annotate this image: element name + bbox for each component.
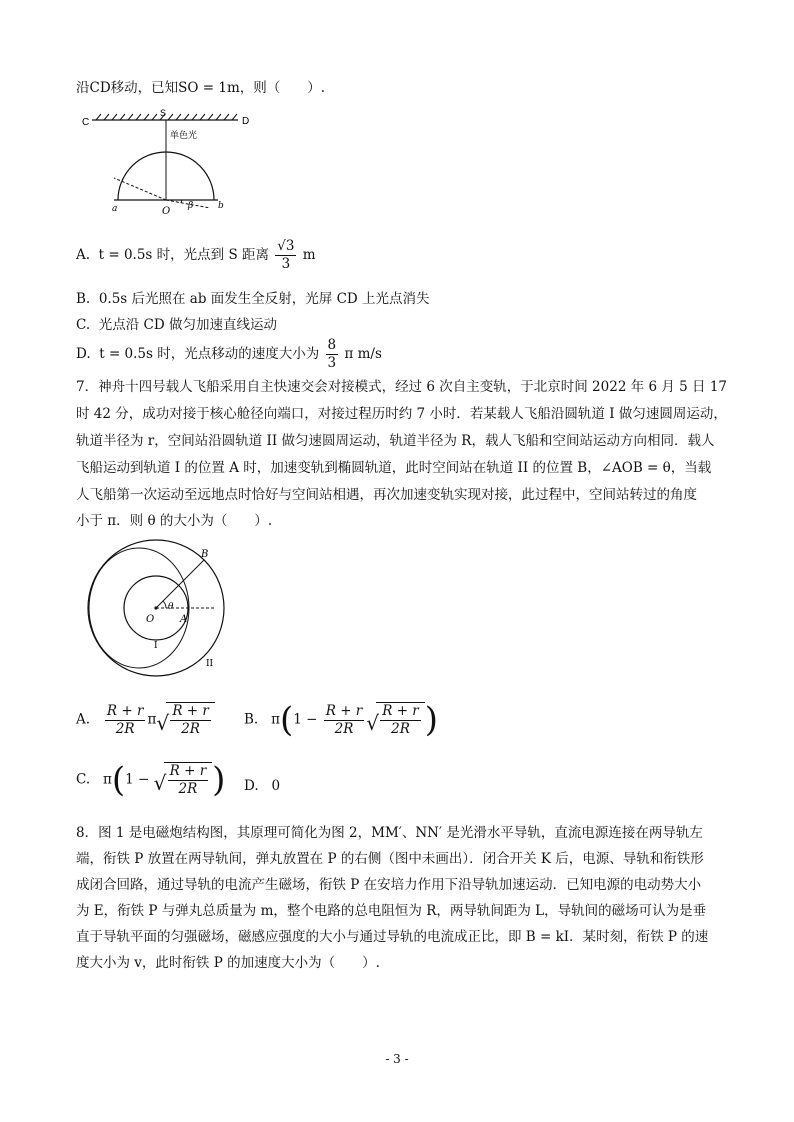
q6-option-a-label: A. (76, 247, 91, 263)
q7-option-b-label: B. (244, 711, 259, 728)
q6-option-a-num: √3 (277, 238, 295, 254)
q7-line: 小于 π．则 θ 的大小为（ ）. (76, 513, 273, 529)
q6-option-d-pre: t = 0.5s 时，光点移动的速度大小为 (99, 346, 320, 362)
q7-option-a-pi: π (147, 711, 157, 728)
q6-option-d-unit: π m/s (344, 346, 382, 362)
q8-line: 度大小为 v，此时衔铁 P 的加速度大小为（ ）. (76, 955, 380, 971)
q7-option-c-sqrt: √ $\frac{R + r}{2R}$ (154, 762, 213, 798)
q7-option-c-pi: π (103, 771, 112, 788)
q7-line: 飞船运动到轨道 I 的位置 A 时，加速变轨到椭圆轨道，此时空间站在轨道 II 的位置 B，∠AOB = θ，当载 (76, 460, 712, 476)
q6-option-d-label: D. (76, 346, 91, 362)
q6-option-d[interactable] (76, 337, 382, 372)
q7-option-a-root-num: R + r (172, 703, 209, 719)
q6-option-a-unit: m (302, 247, 316, 263)
q7-option-b-one: 1 − (293, 711, 318, 728)
q6-option-a[interactable] (76, 238, 316, 273)
q7-option-a-root-den: 2R (181, 721, 200, 737)
q6-option-c-text: 光点沿 CD 做匀加速直线运动 (98, 317, 277, 333)
q6-label-s: S (160, 108, 167, 118)
q8-line: 为 E，衔铁 P 与弹丸总质量为 m，整个电路的总电阻恒为 R，两导轨间距为 L，导轨间的磁场可认为是垂 (76, 903, 707, 919)
q7-label-o: O (146, 614, 155, 625)
q7-option-a-den: 2R (115, 720, 135, 737)
q6-label-o: O (162, 206, 171, 217)
q7-option-d-text: 0 (271, 778, 281, 794)
q7-option-b-root-den: 2R (391, 721, 410, 737)
q7-line: 人飞船第一次运动至远地点时恰好与空间站相遇，再次加速变轨实现对接，此过程中，空间站转过的角度 (76, 487, 697, 503)
q7-option-a-num: R + r (106, 702, 144, 719)
q7-option-b-pi: π (271, 711, 280, 728)
q7-option-c-label: C. (76, 771, 91, 788)
q6-label-a: a (112, 204, 118, 214)
q6-option-b-label: B. (76, 291, 91, 307)
q7-label-a: A (180, 614, 188, 625)
q8-line: 端，衔铁 P 放置在两导轨间，弹丸放置在 P 的右侧（图中未画出）．闭合开关 K 后，电源、导轨和衔铁形 (76, 851, 704, 867)
q7-option-c-num: R + r (169, 763, 207, 779)
q8-line: 成闭合回路，通过导轨的电流产生磁场，衔铁 P 在安培力作用下沿导轨加速运动．已知电源的电动势大小 (76, 877, 702, 893)
q8-line: 直于导轨平面的匀强磁场，磁感应强度的大小与通过导轨的电流成正比，即 B = kI．某时刻，衔铁 P 的速 (76, 929, 709, 945)
q6-option-a-den: 3 (281, 256, 291, 272)
q6-option-d-fraction (326, 337, 339, 372)
q7-option-a-sqrt: √ $\frac{R + r}{2R}$ (156, 702, 215, 738)
q7-label-orbit-ii: II (206, 659, 214, 669)
q6-option-c-label: C. (76, 317, 91, 333)
q8-line: 8．图 1 是电磁炮结构图，其原理可简化为图 2，MM′、NN′ 是光滑水平导轨，直流电源连接在两导轨左 (76, 825, 703, 841)
q7-line: 时 42 分，成功对接于核心舱径向端口，对接过程历时约 7 小时．若某载人飞船沿圆轨道 I 做匀速圆周运动， (76, 406, 727, 422)
q7-label-theta: θ (168, 602, 174, 612)
q7-option-b-num: R + r (325, 702, 363, 719)
q6-label-c: C (82, 117, 90, 128)
q6-option-a-fraction (275, 238, 296, 273)
q7-figure (76, 538, 256, 678)
q6-option-d-num: 8 (327, 337, 337, 353)
q6-option-a-pre: t = 0.5s 时，光点到 S 距离 (98, 247, 269, 263)
q7-option-a-fraction (105, 703, 146, 738)
page-number: - 3 - (385, 1052, 409, 1066)
q6-intro: 沿CD移动，已知SO = 1m，则（ ）. (76, 80, 326, 96)
q6-figure (78, 108, 258, 218)
q7-option-c-one: 1 − (125, 771, 150, 788)
q6-label-beta: β (188, 201, 194, 211)
q7-option-b-sqrt: √ $\frac{R + r}{2R}$ (366, 702, 425, 738)
q6-option-b-text: 0.5s 后光照在 ab 面发生全反射，光屏 CD 上光点消失 (98, 291, 430, 307)
q7-line: 7．神舟十四号载人飞船采用自主快速交会对接模式，经过 6 次自主变轨，于北京时间 2022 年 6 月 5 日 17 (76, 379, 728, 395)
q6-option-c[interactable] (76, 315, 277, 335)
q6-label-b: b (218, 201, 224, 211)
q7-option-d-label: D. (244, 778, 259, 794)
q7-option-b-den: 2R (334, 720, 354, 737)
q7-line: 轨道半径为 r，空间站沿圆轨道 II 做匀速圆周运动，轨道半径为 R，载人飞船和空间站运动方向相同．载人 (76, 433, 715, 449)
q7-option-a[interactable] (76, 702, 215, 738)
q7-option-d[interactable] (244, 778, 280, 794)
q7-label-orbit-i: I (154, 641, 158, 651)
q7-option-c-den: 2R (178, 781, 198, 797)
q7-option-b-root-num: R + r (382, 703, 419, 719)
q6-option-d-den: 3 (327, 355, 337, 371)
q6-option-b[interactable] (76, 289, 430, 309)
q7-option-b[interactable]: B. π(1 − $\frac{R + r}{2R}$ √ $\frac{R + r}{2R}$ ) (244, 700, 439, 740)
q7-option-a-label: A. (76, 711, 91, 728)
q6-label-d: D (242, 116, 250, 127)
q7-option-b-fraction (324, 703, 365, 738)
q6-label-light: 单色光 (170, 130, 198, 140)
q7-option-c[interactable]: C. π(1 − √ $\frac{R + r}{2R}$ ) (76, 760, 226, 800)
q7-label-b: B (201, 549, 209, 560)
